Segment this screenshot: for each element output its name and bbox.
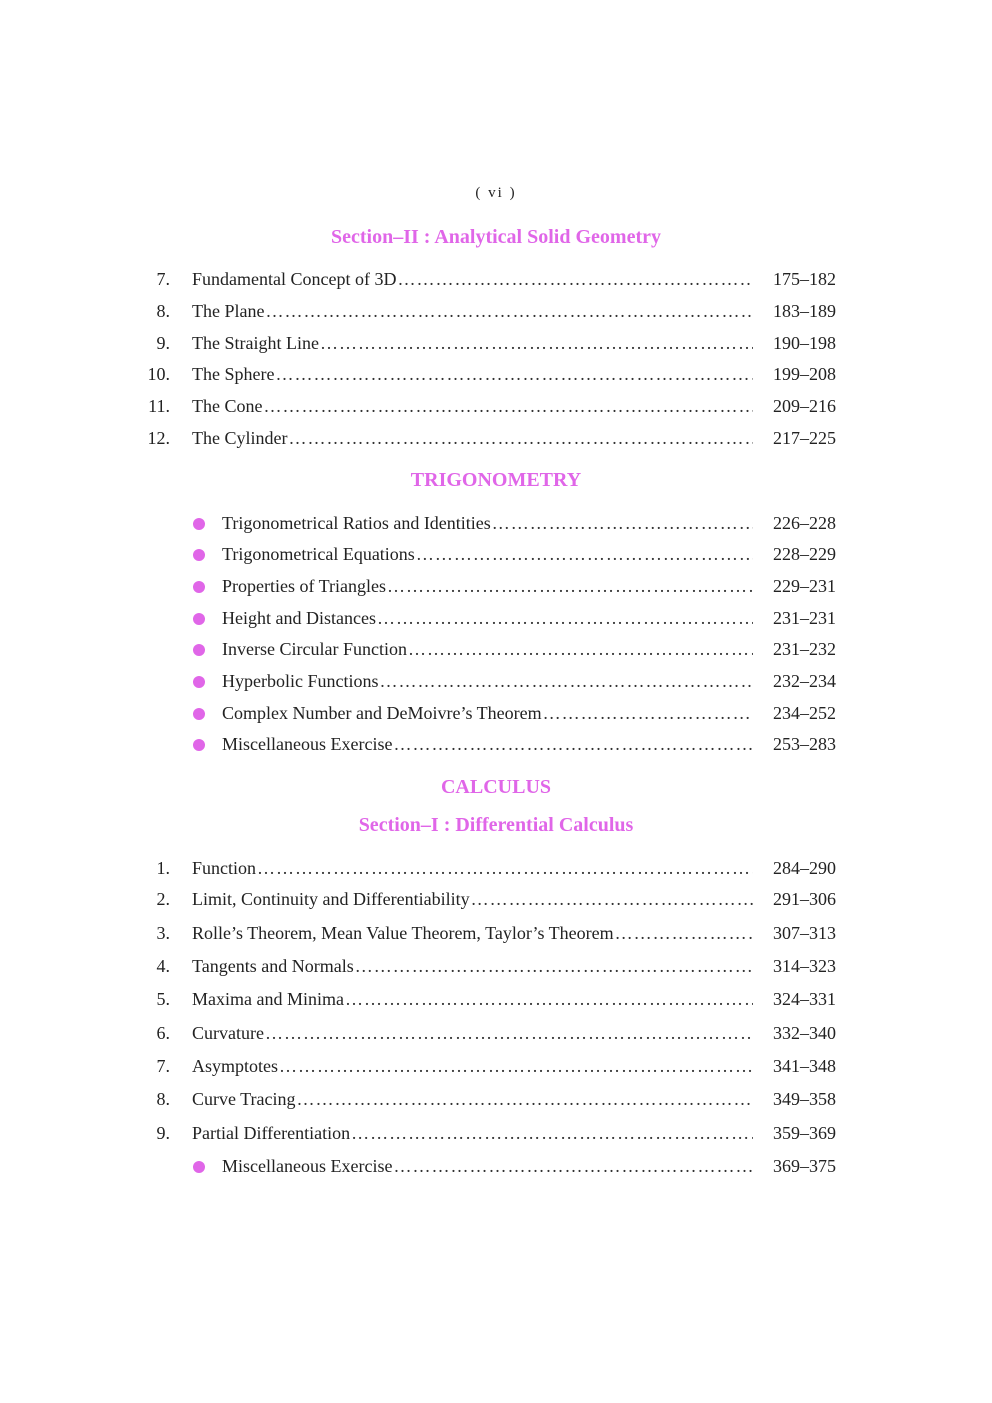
dot-leader	[351, 1121, 753, 1145]
heading-differential-calculus: Section–I : Differential Calculus	[358, 814, 634, 836]
topic-title: Complex Number and DeMoivre’s Theorem	[222, 703, 542, 723]
toc-row[interactable]	[0, 669, 992, 693]
chapter-title: The Plane	[192, 301, 265, 321]
chapter-number: 10.	[147, 364, 170, 384]
bullet-icon	[193, 518, 205, 530]
chapter-title: The Cylinder	[192, 428, 288, 448]
page-range: 314–323	[773, 956, 836, 976]
heading-calculus: CALCULUS	[440, 776, 552, 798]
toc-row[interactable]	[0, 299, 992, 323]
topic-title: Trigonometrical Ratios and Identities	[222, 513, 491, 533]
toc-row[interactable]	[0, 1021, 992, 1045]
toc-row[interactable]	[0, 331, 992, 355]
toc-row[interactable]	[0, 267, 992, 291]
chapter-number: 6.	[156, 1023, 170, 1043]
chapter-title: Maxima and Minima	[192, 989, 344, 1009]
dot-leader	[408, 637, 753, 661]
toc-row[interactable]	[0, 732, 992, 756]
page-range: 229–231	[773, 576, 836, 596]
toc-row[interactable]	[0, 1054, 992, 1078]
heading-solid-geometry: Section–II : Analytical Solid Geometry	[331, 226, 661, 248]
chapter-number: 9.	[156, 333, 170, 353]
chapter-title: Limit, Continuity and Differentiability	[192, 889, 470, 909]
page-range: 307–313	[773, 923, 836, 943]
toc-row[interactable]	[0, 542, 992, 566]
page-range: 231–232	[773, 639, 836, 659]
page-range: 332–340	[773, 1023, 836, 1043]
page-range: 369–375	[773, 1156, 836, 1176]
dot-leader	[288, 426, 753, 450]
page-range: 175–182	[773, 269, 836, 289]
toc-row[interactable]	[0, 921, 992, 945]
page-range: 284–290	[773, 858, 836, 878]
topic-title: Hyperbolic Functions	[222, 671, 379, 691]
chapter-title: Curve Tracing	[192, 1089, 296, 1109]
dot-leader	[275, 362, 753, 386]
topic-title: Properties of Triangles	[222, 576, 386, 596]
chapter-number: 8.	[156, 1089, 170, 1109]
bullet-icon	[193, 644, 205, 656]
toc-row[interactable]	[0, 394, 992, 418]
bullet-icon	[193, 613, 205, 625]
chapter-number: 8.	[156, 301, 170, 321]
page-range: 217–225	[773, 428, 836, 448]
toc-row[interactable]	[0, 637, 992, 661]
bullet-icon	[193, 676, 205, 688]
chapter-number: 5.	[156, 989, 170, 1009]
toc-row[interactable]	[0, 511, 992, 535]
topic-title: Trigonometrical Equations	[222, 544, 415, 564]
dot-leader	[377, 606, 753, 630]
page-range: 324–331	[773, 989, 836, 1009]
dot-leader	[393, 1154, 753, 1178]
toc-row[interactable]	[0, 426, 992, 450]
bullet-icon	[193, 1161, 205, 1173]
page-range: 253–283	[773, 734, 836, 754]
topic-title: Height and Distances	[222, 608, 376, 628]
dot-leader	[297, 1087, 754, 1111]
toc-row[interactable]	[0, 606, 992, 630]
chapter-number: 9.	[156, 1123, 170, 1143]
toc-row[interactable]	[0, 856, 992, 880]
toc-row[interactable]	[0, 1154, 992, 1178]
toc-row[interactable]	[0, 701, 992, 725]
dot-leader	[379, 669, 753, 693]
page-range: 190–198	[773, 333, 836, 353]
chapter-title: Tangents and Normals	[192, 956, 354, 976]
page-range: 359–369	[773, 1123, 836, 1143]
page-range: 234–252	[773, 703, 836, 723]
chapter-number: 11.	[148, 396, 170, 416]
chapter-title: Fundamental Concept of 3D	[192, 269, 397, 289]
dot-leader	[615, 921, 753, 945]
toc-row[interactable]	[0, 887, 992, 911]
chapter-number: 1.	[156, 858, 170, 878]
page-range: 228–229	[773, 544, 836, 564]
toc-row[interactable]	[0, 362, 992, 386]
dot-leader	[355, 954, 753, 978]
page-range: 231–231	[773, 608, 836, 628]
bullet-icon	[193, 739, 205, 751]
chapter-title: Function	[192, 858, 257, 878]
chapter-number: 7.	[156, 269, 170, 289]
page-range: 232–234	[773, 671, 836, 691]
toc-row[interactable]	[0, 574, 992, 598]
page-range: 209–216	[773, 396, 836, 416]
page-range: 341–348	[773, 1056, 836, 1076]
dot-leader	[320, 331, 753, 355]
bullet-icon	[193, 549, 205, 561]
topic-title: Miscellaneous Exercise	[222, 734, 393, 754]
dot-leader	[387, 574, 753, 598]
topic-title: Miscellaneous Exercise	[222, 1156, 393, 1176]
chapter-title: Rolle’s Theorem, Mean Value Theorem, Taylor’s Theorem	[192, 923, 614, 943]
dot-leader	[397, 267, 753, 291]
dot-leader	[265, 1021, 753, 1045]
chapter-number: 12.	[147, 428, 170, 448]
bullet-icon	[193, 581, 205, 593]
chapter-title: Asymptotes	[192, 1056, 279, 1076]
page-range: 199–208	[773, 364, 836, 384]
dot-leader	[416, 542, 753, 566]
toc-row[interactable]	[0, 987, 992, 1011]
page-number: ( vi )	[475, 185, 517, 201]
dot-leader	[257, 856, 753, 880]
dot-leader	[265, 299, 753, 323]
toc-row[interactable]	[0, 954, 992, 978]
dot-leader	[471, 887, 753, 911]
dot-leader	[279, 1054, 753, 1078]
page-range: 349–358	[773, 1089, 836, 1109]
chapter-title: The Sphere	[192, 364, 275, 384]
dot-leader	[492, 511, 753, 535]
toc-row[interactable]	[0, 1087, 992, 1111]
page-range: 291–306	[773, 889, 836, 909]
page-range: 183–189	[773, 301, 836, 321]
chapter-number: 3.	[156, 923, 170, 943]
page-range: 226–228	[773, 513, 836, 533]
chapter-number: 2.	[156, 889, 170, 909]
chapter-number: 4.	[156, 956, 170, 976]
toc-row[interactable]	[0, 1121, 992, 1145]
chapter-title: Curvature	[192, 1023, 264, 1043]
heading-trigonometry: TRIGONOMETRY	[410, 469, 582, 491]
chapter-title: The Cone	[192, 396, 263, 416]
dot-leader	[345, 987, 753, 1011]
dot-leader	[393, 732, 753, 756]
chapter-title: The Straight Line	[192, 333, 319, 353]
chapter-number: 7.	[156, 1056, 170, 1076]
chapter-title: Partial Differentiation	[192, 1123, 351, 1143]
dot-leader	[263, 394, 753, 418]
dot-leader	[543, 701, 753, 725]
topic-title: Inverse Circular Function	[222, 639, 407, 659]
bullet-icon	[193, 708, 205, 720]
